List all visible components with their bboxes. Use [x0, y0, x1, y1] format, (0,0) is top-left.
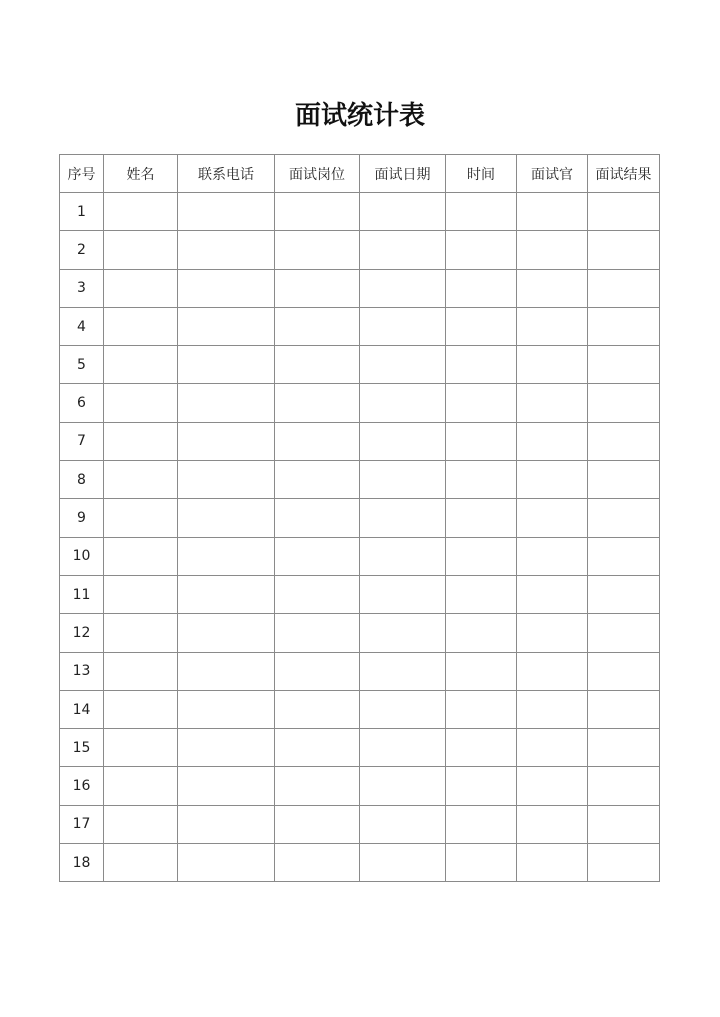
table-body	[60, 193, 660, 882]
time-cell[interactable]	[446, 231, 517, 269]
name-cell[interactable]	[104, 461, 178, 499]
phone-cell[interactable]	[178, 767, 275, 805]
table-row	[60, 690, 660, 728]
result-cell[interactable]	[588, 231, 660, 269]
interview-date-cell[interactable]	[360, 844, 446, 882]
interview-date-cell[interactable]	[360, 307, 446, 345]
serial-number-cell: 10	[60, 537, 104, 575]
name-cell[interactable]	[104, 767, 178, 805]
interview-date-cell[interactable]	[360, 767, 446, 805]
phone-cell[interactable]	[178, 537, 275, 575]
time-cell[interactable]	[446, 844, 517, 882]
interviewer-cell[interactable]	[517, 690, 588, 728]
position-cell[interactable]	[275, 499, 360, 537]
table-row	[60, 231, 660, 269]
interview-date-cell[interactable]	[360, 269, 446, 307]
name-cell[interactable]	[104, 307, 178, 345]
time-cell[interactable]	[446, 729, 517, 767]
interviewer-cell[interactable]	[517, 231, 588, 269]
phone-cell[interactable]	[178, 575, 275, 613]
position-cell[interactable]	[275, 805, 360, 843]
position-cell[interactable]	[275, 269, 360, 307]
result-cell[interactable]	[588, 346, 660, 384]
serial-number-cell: 16	[60, 767, 104, 805]
time-cell[interactable]	[446, 384, 517, 422]
result-cell[interactable]	[588, 537, 660, 575]
table-row	[60, 269, 660, 307]
name-cell[interactable]	[104, 231, 178, 269]
interviewer-cell[interactable]	[517, 805, 588, 843]
header-phone: 联系电话	[178, 155, 275, 193]
serial-number-cell: 18	[60, 844, 104, 882]
interview-date-cell[interactable]	[360, 461, 446, 499]
table-row	[60, 767, 660, 805]
phone-cell[interactable]	[178, 346, 275, 384]
serial-number-cell: 17	[60, 805, 104, 843]
interview-date-cell[interactable]	[360, 422, 446, 460]
interview-date-cell[interactable]	[360, 652, 446, 690]
interview-date-cell[interactable]	[360, 690, 446, 728]
time-cell[interactable]	[446, 422, 517, 460]
result-cell[interactable]	[588, 652, 660, 690]
table-row	[60, 422, 660, 460]
serial-number-cell: 12	[60, 614, 104, 652]
interview-date-cell[interactable]	[360, 231, 446, 269]
serial-number-cell: 1	[60, 193, 104, 231]
interviewer-cell[interactable]	[517, 193, 588, 231]
table-row	[60, 346, 660, 384]
interviewer-cell[interactable]	[517, 767, 588, 805]
table-row	[60, 614, 660, 652]
interviewer-cell[interactable]	[517, 422, 588, 460]
interviewer-cell[interactable]	[517, 729, 588, 767]
header-result: 面试结果	[588, 155, 660, 193]
serial-number-cell: 13	[60, 652, 104, 690]
interviewer-cell[interactable]	[517, 844, 588, 882]
position-cell[interactable]	[275, 575, 360, 613]
result-cell[interactable]	[588, 269, 660, 307]
time-cell[interactable]	[446, 575, 517, 613]
phone-cell[interactable]	[178, 690, 275, 728]
interviewer-cell[interactable]	[517, 307, 588, 345]
time-cell[interactable]	[446, 652, 517, 690]
name-cell[interactable]	[104, 346, 178, 384]
header-position: 面试岗位	[275, 155, 360, 193]
phone-cell[interactable]	[178, 461, 275, 499]
result-cell[interactable]	[588, 614, 660, 652]
name-cell[interactable]	[104, 193, 178, 231]
interviewer-cell[interactable]	[517, 499, 588, 537]
position-cell[interactable]	[275, 729, 360, 767]
interviewer-cell[interactable]	[517, 461, 588, 499]
position-cell[interactable]	[275, 346, 360, 384]
name-cell[interactable]	[104, 499, 178, 537]
name-cell[interactable]	[104, 269, 178, 307]
table-row	[60, 729, 660, 767]
phone-cell[interactable]	[178, 231, 275, 269]
name-cell[interactable]	[104, 805, 178, 843]
table-row	[60, 652, 660, 690]
position-cell[interactable]	[275, 767, 360, 805]
name-cell[interactable]	[104, 614, 178, 652]
name-cell[interactable]	[104, 844, 178, 882]
interview-date-cell[interactable]	[360, 499, 446, 537]
interviewer-cell[interactable]	[517, 384, 588, 422]
time-cell[interactable]	[446, 269, 517, 307]
result-cell[interactable]	[588, 575, 660, 613]
interview-date-cell[interactable]	[360, 384, 446, 422]
result-cell[interactable]	[588, 767, 660, 805]
position-cell[interactable]	[275, 844, 360, 882]
name-cell[interactable]	[104, 537, 178, 575]
serial-number-cell: 8	[60, 461, 104, 499]
interview-date-cell[interactable]	[360, 346, 446, 384]
phone-cell[interactable]	[178, 307, 275, 345]
interviewer-cell[interactable]	[517, 614, 588, 652]
name-cell[interactable]	[104, 652, 178, 690]
interview-date-cell[interactable]	[360, 729, 446, 767]
serial-number-cell: 7	[60, 422, 104, 460]
time-cell[interactable]	[446, 614, 517, 652]
serial-number-cell: 15	[60, 729, 104, 767]
interview-stats-table	[59, 154, 660, 882]
position-cell[interactable]	[275, 461, 360, 499]
table-header-row	[60, 155, 660, 193]
header-interviewer: 面试官	[517, 155, 588, 193]
result-cell[interactable]	[588, 805, 660, 843]
header-time: 时间	[446, 155, 517, 193]
table-row	[60, 537, 660, 575]
position-cell[interactable]	[275, 231, 360, 269]
table-row	[60, 193, 660, 231]
interview-date-cell[interactable]	[360, 193, 446, 231]
name-cell[interactable]	[104, 384, 178, 422]
name-cell[interactable]	[104, 575, 178, 613]
serial-number-cell: 5	[60, 346, 104, 384]
time-cell[interactable]	[446, 346, 517, 384]
serial-number-cell: 3	[60, 269, 104, 307]
result-cell[interactable]	[588, 499, 660, 537]
interviewer-cell[interactable]	[517, 537, 588, 575]
phone-cell[interactable]	[178, 844, 275, 882]
time-cell[interactable]	[446, 193, 517, 231]
position-cell[interactable]	[275, 384, 360, 422]
result-cell[interactable]	[588, 193, 660, 231]
phone-cell[interactable]	[178, 422, 275, 460]
result-cell[interactable]	[588, 844, 660, 882]
position-cell[interactable]	[275, 652, 360, 690]
position-cell[interactable]	[275, 307, 360, 345]
table-row	[60, 384, 660, 422]
name-cell[interactable]	[104, 729, 178, 767]
table-row	[60, 844, 660, 882]
serial-number-cell: 2	[60, 231, 104, 269]
position-cell[interactable]	[275, 690, 360, 728]
interviewer-cell[interactable]	[517, 346, 588, 384]
result-cell[interactable]	[588, 384, 660, 422]
interview-date-cell[interactable]	[360, 575, 446, 613]
phone-cell[interactable]	[178, 193, 275, 231]
serial-number-cell: 6	[60, 384, 104, 422]
time-cell[interactable]	[446, 461, 517, 499]
position-cell[interactable]	[275, 614, 360, 652]
phone-cell[interactable]	[178, 269, 275, 307]
header-interview-date: 面试日期	[360, 155, 446, 193]
position-cell[interactable]	[275, 422, 360, 460]
time-cell[interactable]	[446, 307, 517, 345]
interviewer-cell[interactable]	[517, 652, 588, 690]
serial-number-cell: 14	[60, 690, 104, 728]
time-cell[interactable]	[446, 537, 517, 575]
result-cell[interactable]	[588, 307, 660, 345]
table-row	[60, 575, 660, 613]
table-row	[60, 805, 660, 843]
result-cell[interactable]	[588, 461, 660, 499]
page-title: 面试统计表	[294, 101, 425, 131]
result-cell[interactable]	[588, 690, 660, 728]
phone-cell[interactable]	[178, 805, 275, 843]
header-name: 姓名	[104, 155, 178, 193]
phone-cell[interactable]	[178, 652, 275, 690]
phone-cell[interactable]	[178, 384, 275, 422]
position-cell[interactable]	[275, 537, 360, 575]
table-row	[60, 307, 660, 345]
time-cell[interactable]	[446, 767, 517, 805]
time-cell[interactable]	[446, 805, 517, 843]
serial-number-cell: 4	[60, 307, 104, 345]
interviewer-cell[interactable]	[517, 269, 588, 307]
position-cell[interactable]	[275, 193, 360, 231]
time-cell[interactable]	[446, 690, 517, 728]
result-cell[interactable]	[588, 422, 660, 460]
interview-date-cell[interactable]	[360, 614, 446, 652]
table-row	[60, 499, 660, 537]
name-cell[interactable]	[104, 690, 178, 728]
phone-cell[interactable]	[178, 499, 275, 537]
interview-date-cell[interactable]	[360, 537, 446, 575]
phone-cell[interactable]	[178, 614, 275, 652]
interview-date-cell[interactable]	[360, 805, 446, 843]
table-row	[60, 461, 660, 499]
interviewer-cell[interactable]	[517, 575, 588, 613]
serial-number-cell: 9	[60, 499, 104, 537]
result-cell[interactable]	[588, 729, 660, 767]
serial-number-cell: 11	[60, 575, 104, 613]
name-cell[interactable]	[104, 422, 178, 460]
time-cell[interactable]	[446, 499, 517, 537]
header-serial-number: 序号	[60, 155, 104, 193]
phone-cell[interactable]	[178, 729, 275, 767]
